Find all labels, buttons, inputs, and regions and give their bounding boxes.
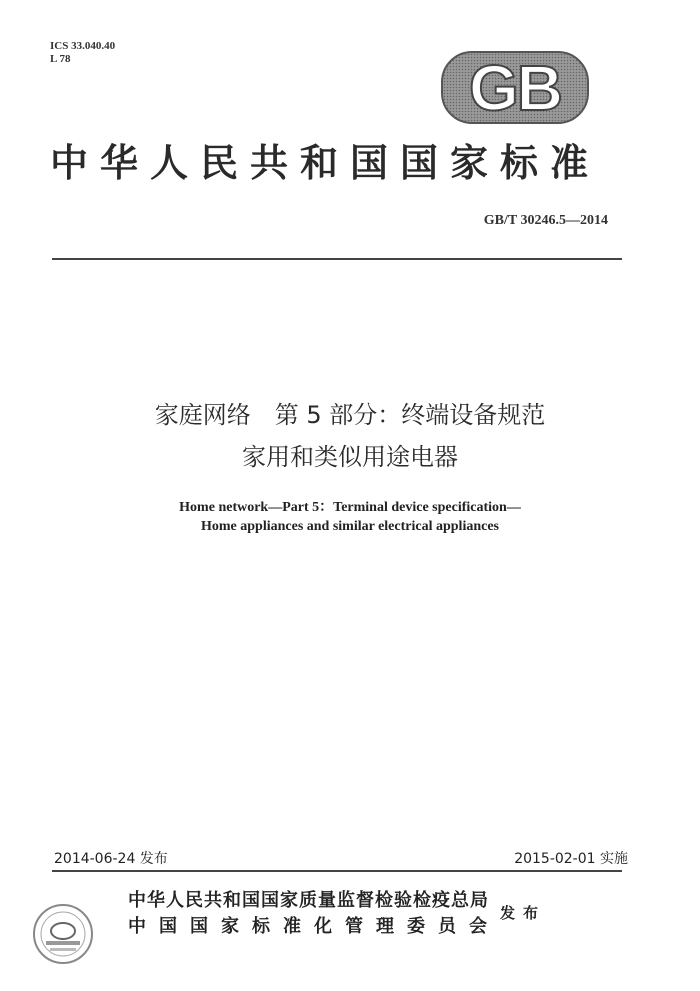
gb-logo-icon xyxy=(440,50,590,125)
national-standard-title: 中华人民共和国国家标准 xyxy=(50,140,601,185)
header-divider xyxy=(52,258,622,260)
english-title-line-1: Home network—Part 5：Terminal device specification— xyxy=(179,500,521,515)
english-title-line-2: Home appliances and similar electrical appliances xyxy=(200,519,499,534)
effective-date: 2015-02-01 实施 xyxy=(514,851,628,867)
gb-logo-text: GB xyxy=(469,52,561,124)
chinese-title-line-1: 家庭网络 第 5 部分：终端设备规范 xyxy=(154,401,546,429)
footer-divider xyxy=(52,870,622,872)
chinese-title-line-2: 家用和类似用途电器 xyxy=(242,443,458,471)
standard-number: GB/T 30246.5—2014 xyxy=(483,213,608,228)
classification-codes xyxy=(50,40,115,66)
issue-label: 发布 xyxy=(500,904,547,922)
issuer-line-2: 中国国家标准化管理委员会 xyxy=(128,916,500,937)
library-stamp-icon xyxy=(32,903,94,965)
issuer-line-1: 中华人民共和国国家质量监督检验检疫总局 xyxy=(128,890,489,911)
ccs-code: L 78 xyxy=(50,53,71,65)
ics-code: ICS 33.040.40 xyxy=(50,40,116,52)
issue-date: 2014-06-24 发布 xyxy=(54,851,168,867)
